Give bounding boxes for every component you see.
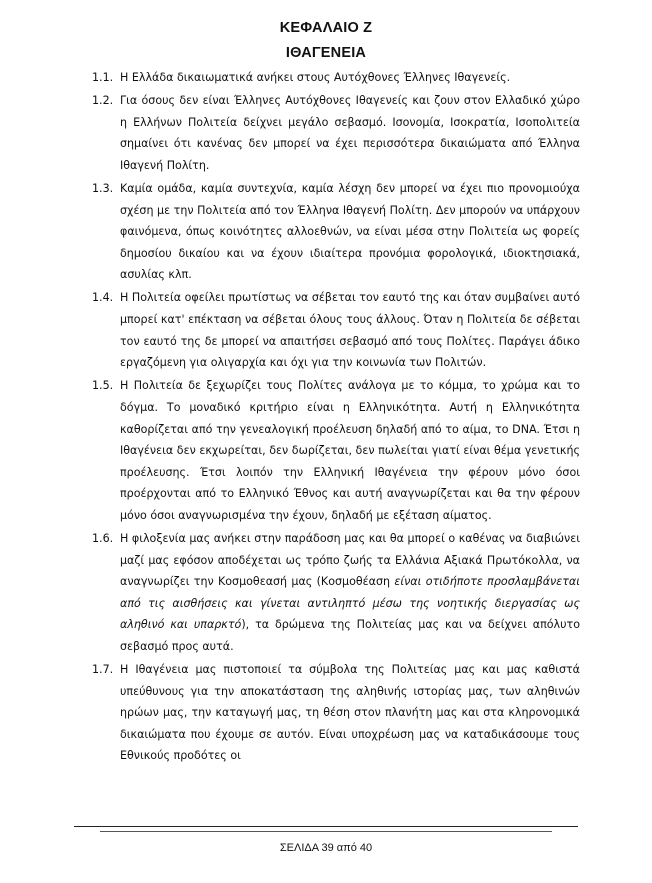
article-text-part: Η φιλοξενία μας ανήκει στην παράδοση μας και θα μπορεί ο καθένας να διαβιώνει μαζί μας εφόσον αποδέχεται ως τρόπο ζωής τα Ελλάνια Αξιακά Πρωτόκολλα, να αναγνωρίζει την Κοσμοθεασή μας (Κοσμοθέαση — [120, 531, 580, 589]
article-text-italic: είναι οτιδήποτε προσλαμβάνεται από τις αισθήσεις και γίνεται αντιληπτό μέσω της νοητικής διεργασίας ως αληθινό και υπαρκτό — [120, 575, 580, 632]
article-number: 1.6. — [92, 531, 114, 545]
article-number: 1.4. — [92, 291, 114, 305]
article-number: 1.2. — [92, 94, 114, 108]
article-item — [80, 178, 580, 286]
footer-divider — [74, 826, 578, 827]
page-number: ΣΕΛΙΔΑ 39 από 40 — [279, 842, 373, 854]
article-number: 1.3. — [92, 181, 114, 195]
article-text — [120, 528, 580, 658]
article-item — [80, 287, 580, 373]
article-text: Η Ιθαγένεια μας πιστοποιεί τα σύμβολα της Πολιτείας μας και μας καθιστά υπεύθυνους για την αποκατάσταση της αληθινής ιστορίας μας, των αληθινών ηρώων μας, την καταγωγή μας, τη θέση στον πλανήτη μας και στα κληρονομικά δικαιώματα που έχουμε σε αυτόν. Είναι υποχρέωση μας να καταδικάσουμε τους Εθνικούς προδότες οι — [120, 663, 580, 763]
article-list — [80, 67, 580, 769]
article-text-part: ), τα δρώμενα της Πολιτείας μας και να δείχνει απόλυτο σεβασμό προς αυτά. — [120, 618, 580, 653]
article-text: Καμία ομάδα, καμία συντεχνία, καμία λέσχη δεν μπορεί να έχει πιο προνομιούχα σχέση με την Πολιτεία από τον Έλληνα Ιθαγενή Πολίτη. Δεν μπορούν να υπάρχουν φαινόμενα, όπως κοινότητες αλλοεθνών, να είναι μέσα στην Πολιτεία ως φορείς δημοσίου δικαίου και να έχουν ιδιαίτερα προνόμια φορολογικά, ιδιοκτησιακά, ασυλίας κλπ. — [120, 181, 580, 282]
article-text: Η Πολιτεία δε ξεχωρίζει τους Πολίτες ανάλογα με το κόμμα, το χρώμα και το δόγμα. Το μοναδικό κριτήριο είναι η Ελληνικότητα. Αυτή η Ελληνικότητα καθορίζεται από την γενεαλογική προέλευση δηλαδή από το αίμα, το DNA. Έτσι η Ιθαγένεια δεν εκχωρείται, δεν δωρίζεται, δεν πωλείται γιατί είναι θέμα γενετικής προέλευσης. Έτσι λοιπόν την Ελληνική Ιθαγένεια την φέρουν μόνο όσοι προέρχονται από το Ελληνικό Έθνος και αυτή αναγνωρίζεται και θα την φέρουν μόνο όσοι αναγνωρισμένα την έχουν, δηλαδή με εξέταση αίματος. — [120, 379, 580, 522]
article-text: Για όσους δεν είναι Έλληνες Αυτόχθονες Ιθαγενείς και ζουν στον Ελλαδικό χώρο η Ελλήνων Πολιτεία δείχνει μεγάλο σεβασμό. Ισονομία, Ισοκρατία, Ισοπολιτεία σημαίνει ότι κανένας δεν μπορεί να έχει περισσότερα δικαιώματα από Έλληνα Ιθαγενή Πολίτη. — [120, 94, 580, 172]
article-number: 1.1. — [92, 71, 114, 84]
chapter-title: ΚΕΦΑΛΑΙΟ Ζ — [279, 20, 373, 36]
article-number: 1.5. — [92, 379, 114, 393]
article-item — [80, 528, 580, 658]
article-item — [80, 375, 580, 526]
article-item — [80, 659, 580, 767]
chapter-subtitle: ΙΘΑΓΕΝΕΙΑ — [285, 45, 367, 61]
article-item — [80, 67, 580, 89]
article-text: Η Ελλάδα δικαιωματικά ανήκει στους Αυτόχθονες Έλληνες Ιθαγενείς. — [120, 71, 511, 84]
footer-divider-secondary — [100, 831, 552, 832]
article-item — [80, 90, 580, 176]
article-text: Η Πολιτεία οφείλει πρωτίστως να σέβεται τον εαυτό της και όταν συμβαίνει αυτό μπορεί κατ' επέκταση να σέβεται όλους τους άλλους. Όταν η Πολιτεία δε σέβεται τον εαυτό της δε μπορεί να απαιτήσει σεβασμό από τους Πολίτες. Παράγει άδικο εργαζόμενη για ολιγαρχία και όχι για την κοινωνία των Πολιτών. — [120, 291, 580, 370]
article-number: 1.7. — [92, 663, 114, 677]
